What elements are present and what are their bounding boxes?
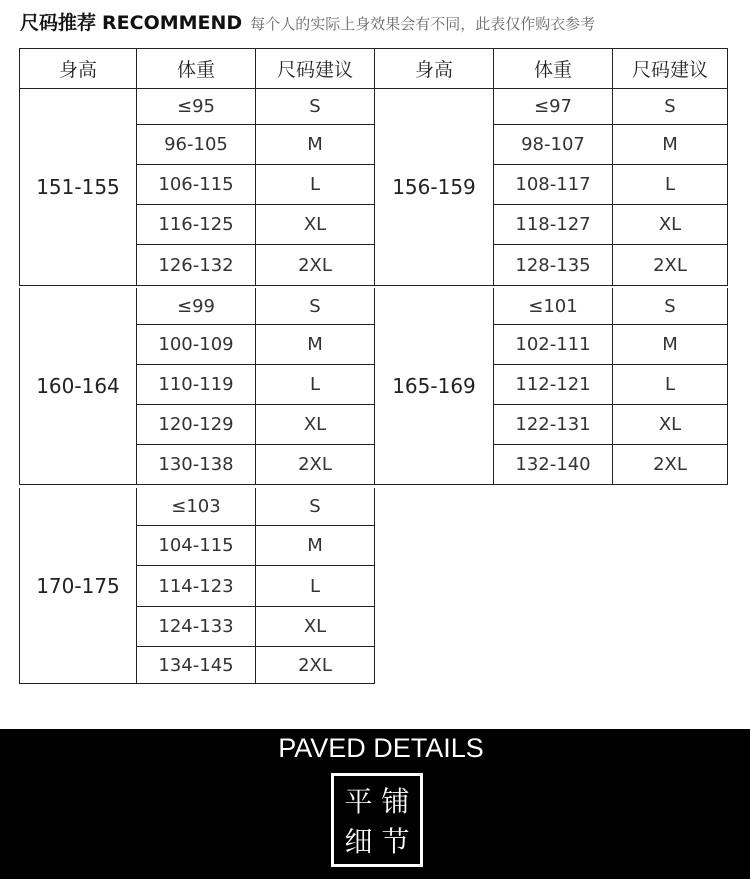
- size-cell: S: [613, 288, 728, 325]
- weight-cell: 116-125: [137, 205, 256, 245]
- weight-cell: 134-145: [137, 647, 256, 684]
- size-cell: S: [256, 89, 375, 125]
- footer-label-box: [331, 773, 423, 867]
- section-header: [20, 8, 595, 36]
- weight-cell: 104-115: [137, 526, 256, 566]
- weight-cell: 126-132: [137, 245, 256, 286]
- weight-cell: ≤101: [494, 288, 613, 325]
- subtitle: 每个人的实际上身效果会有不同，此表仅作购衣参考: [250, 15, 596, 33]
- size-cell: M: [613, 325, 728, 365]
- size-cell: 2XL: [613, 245, 728, 286]
- footer-char: 节: [381, 825, 410, 858]
- weight-cell: 120-129: [137, 405, 256, 445]
- size-cell: S: [256, 488, 375, 526]
- footer-char: 细: [344, 825, 373, 858]
- size-cell: 2XL: [613, 445, 728, 485]
- weight-cell: 110-119: [137, 365, 256, 405]
- weight-cell: 100-109: [137, 325, 256, 365]
- column-header: 体重: [494, 48, 613, 89]
- size-cell: XL: [256, 205, 375, 245]
- column-header: 身高: [375, 48, 494, 89]
- height-range-cell: 156-159: [375, 89, 494, 286]
- weight-cell: 108-117: [494, 165, 613, 205]
- size-cell: S: [613, 89, 728, 125]
- title-en: RECOMMEND: [102, 12, 243, 34]
- column-header: 尺码建议: [613, 48, 728, 89]
- size-cell: XL: [256, 405, 375, 445]
- size-cell: L: [613, 365, 728, 405]
- weight-cell: 128-135: [494, 245, 613, 286]
- size-cell: M: [256, 125, 375, 165]
- size-cell: XL: [613, 405, 728, 445]
- column-header: 体重: [137, 48, 256, 89]
- title-cn: 尺码推荐: [20, 12, 97, 34]
- size-cell: M: [613, 125, 728, 165]
- weight-cell: 118-127: [494, 205, 613, 245]
- height-range-cell: 165-169: [375, 288, 494, 485]
- weight-cell: ≤99: [137, 288, 256, 325]
- size-cell: 2XL: [256, 647, 375, 684]
- weight-cell: ≤97: [494, 89, 613, 125]
- size-cell: M: [256, 526, 375, 566]
- size-cell: L: [256, 566, 375, 607]
- size-cell: XL: [256, 607, 375, 647]
- weight-cell: 122-131: [494, 405, 613, 445]
- column-header: 身高: [19, 48, 137, 89]
- size-cell: 2XL: [256, 245, 375, 286]
- weight-cell: ≤103: [137, 488, 256, 526]
- height-range-cell: 151-155: [19, 89, 137, 286]
- height-range-cell: 160-164: [19, 288, 137, 485]
- footer-char: 铺: [381, 785, 410, 818]
- size-cell: M: [256, 325, 375, 365]
- footer-title: PAVED DETAILS: [278, 733, 484, 763]
- weight-cell: 114-123: [137, 566, 256, 607]
- footer-banner: [0, 729, 750, 879]
- column-header: 尺码建议: [256, 48, 375, 89]
- weight-cell: 96-105: [137, 125, 256, 165]
- weight-cell: 106-115: [137, 165, 256, 205]
- size-cell: XL: [613, 205, 728, 245]
- weight-cell: ≤95: [137, 89, 256, 125]
- weight-cell: 132-140: [494, 445, 613, 485]
- weight-cell: 98-107: [494, 125, 613, 165]
- weight-cell: 130-138: [137, 445, 256, 485]
- weight-cell: 124-133: [137, 607, 256, 647]
- size-cell: L: [256, 365, 375, 405]
- size-cell: 2XL: [256, 445, 375, 485]
- weight-cell: 102-111: [494, 325, 613, 365]
- weight-cell: 112-121: [494, 365, 613, 405]
- size-cell: L: [256, 165, 375, 205]
- size-cell: S: [256, 288, 375, 325]
- size-cell: L: [613, 165, 728, 205]
- footer-char: 平: [344, 785, 373, 818]
- height-range-cell: 170-175: [19, 488, 137, 684]
